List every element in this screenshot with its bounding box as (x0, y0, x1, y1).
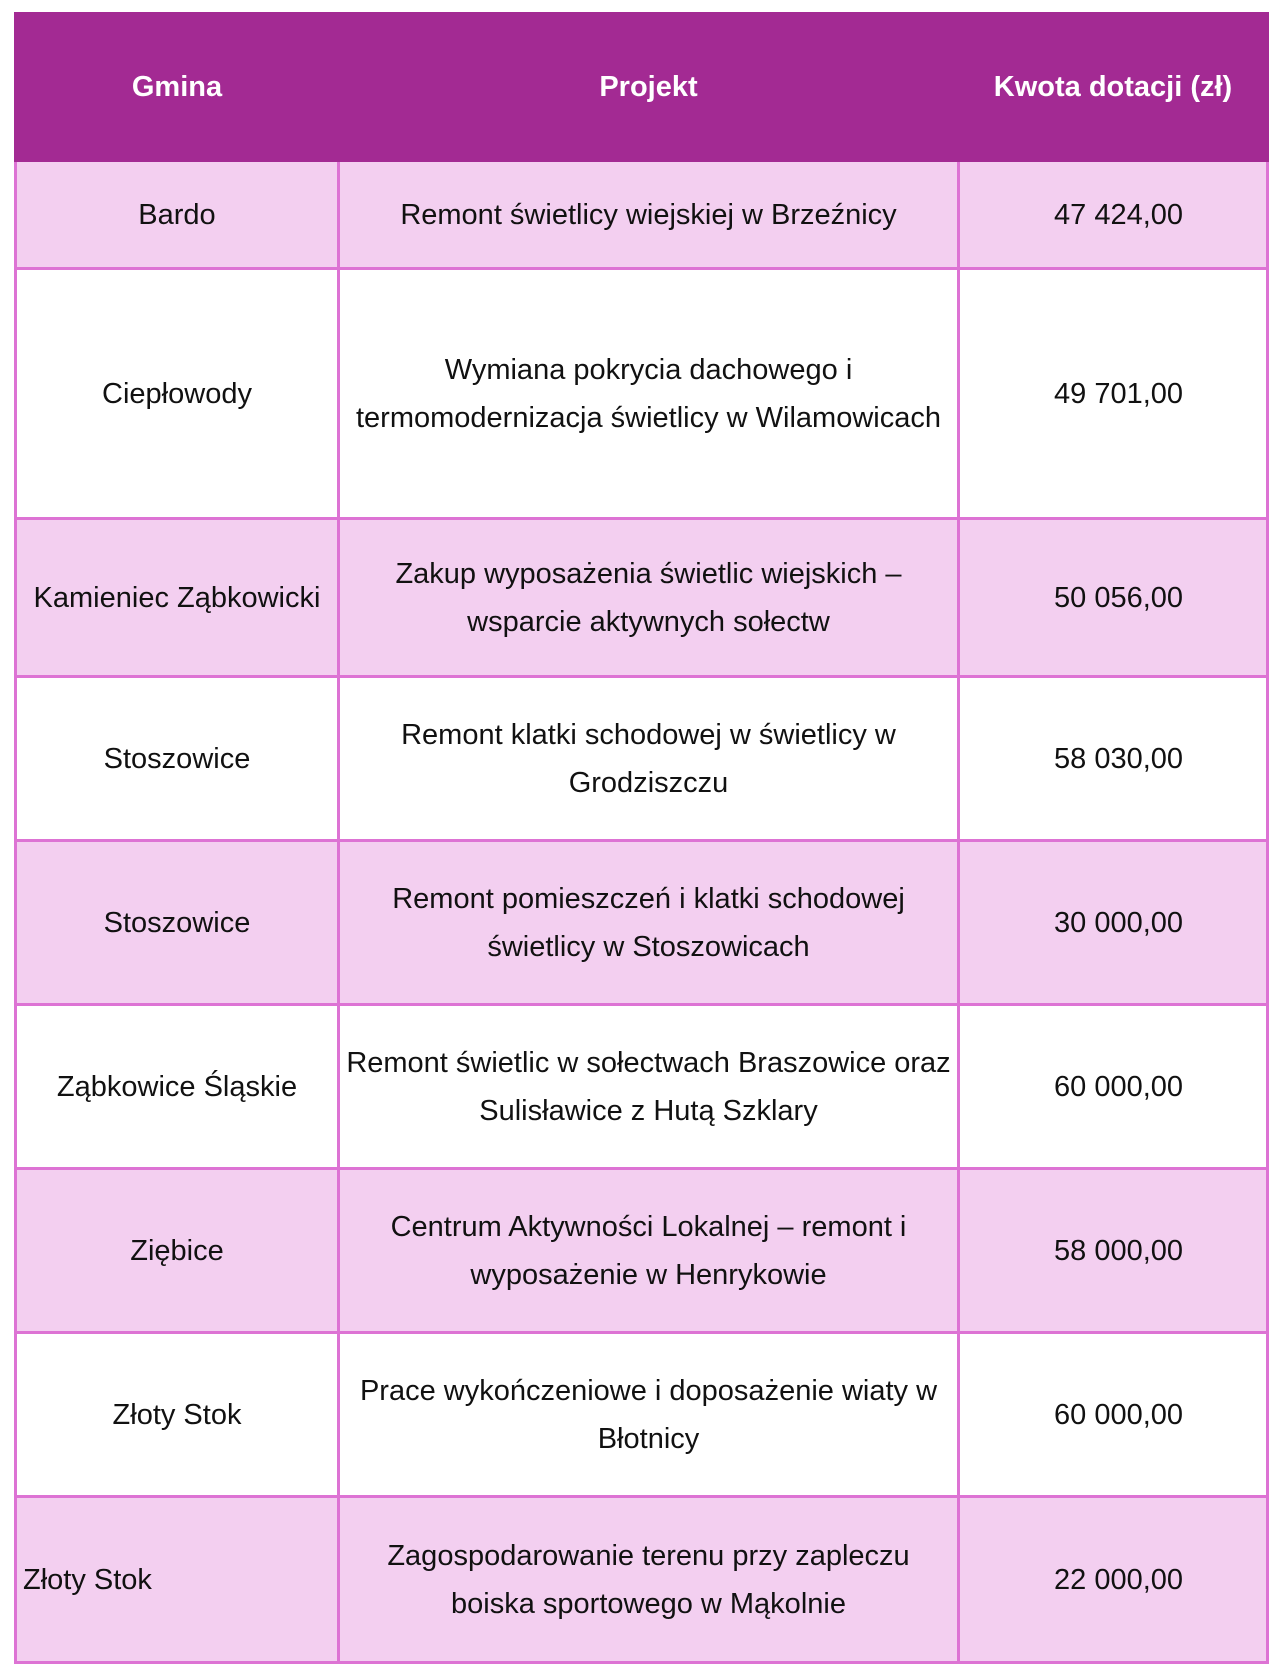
cell-kwota: 22 000,00 (959, 1497, 1268, 1663)
cell-kwota: 60 000,00 (959, 1005, 1268, 1169)
header-kwota: Kwota dotacji (zł) (959, 14, 1268, 161)
cell-gmina: Ząbkowice Śląskie (16, 1005, 339, 1169)
header-row (16, 14, 1268, 161)
table-row (16, 161, 1268, 269)
cell-kwota: 58 030,00 (959, 677, 1268, 841)
cell-projekt: Remont pomieszczeń i klatki schodowej świetlicy w Stoszowicach (339, 841, 959, 1005)
cell-projekt: Prace wykończeniowe i doposażenie wiaty w Błotnicy (339, 1333, 959, 1497)
cell-gmina: Ziębice (16, 1169, 339, 1333)
cell-gmina: Ciepłowody (16, 269, 339, 519)
cell-projekt: Wymiana pokrycia dachowego i termomodernizacja świetlicy w Wilamowicach (339, 269, 959, 519)
cell-kwota: 58 000,00 (959, 1169, 1268, 1333)
table-row (16, 1169, 1268, 1333)
cell-gmina: Stoszowice (16, 677, 339, 841)
cell-kwota: 49 701,00 (959, 269, 1268, 519)
cell-projekt: Remont świetlic w sołectwach Braszowice oraz Sulisławice z Hutą Szklary (339, 1005, 959, 1169)
grants-table (14, 12, 1269, 1664)
grants-table-container (14, 12, 1266, 1664)
table-header (16, 14, 1268, 161)
cell-kwota: 30 000,00 (959, 841, 1268, 1005)
cell-kwota: 60 000,00 (959, 1333, 1268, 1497)
cell-gmina: Stoszowice (16, 841, 339, 1005)
table-row (16, 677, 1268, 841)
table-body (16, 161, 1268, 1663)
table-row (16, 1497, 1268, 1663)
cell-projekt: Zagospodarowanie terenu przy zapleczu boiska sportowego w Mąkolnie (339, 1497, 959, 1663)
cell-projekt: Zakup wyposażenia świetlic wiejskich – wsparcie aktywnych sołectw (339, 519, 959, 677)
table-row (16, 269, 1268, 519)
cell-kwota: 50 056,00 (959, 519, 1268, 677)
header-gmina: Gmina (16, 14, 339, 161)
table-row (16, 841, 1268, 1005)
cell-kwota: 47 424,00 (959, 161, 1268, 269)
cell-gmina: Bardo (16, 161, 339, 269)
table-row (16, 519, 1268, 677)
table-row (16, 1005, 1268, 1169)
cell-projekt: Centrum Aktywności Lokalnej – remont i wyposażenie w Henrykowie (339, 1169, 959, 1333)
table-row (16, 1333, 1268, 1497)
cell-projekt: Remont świetlicy wiejskiej w Brzeźnicy (339, 161, 959, 269)
cell-gmina: Złoty Stok (16, 1497, 339, 1663)
cell-gmina: Kamieniec Ząbkowicki (16, 519, 339, 677)
header-projekt: Projekt (339, 14, 959, 161)
cell-projekt: Remont klatki schodowej w świetlicy w Grodziszczu (339, 677, 959, 841)
cell-gmina: Złoty Stok (16, 1333, 339, 1497)
